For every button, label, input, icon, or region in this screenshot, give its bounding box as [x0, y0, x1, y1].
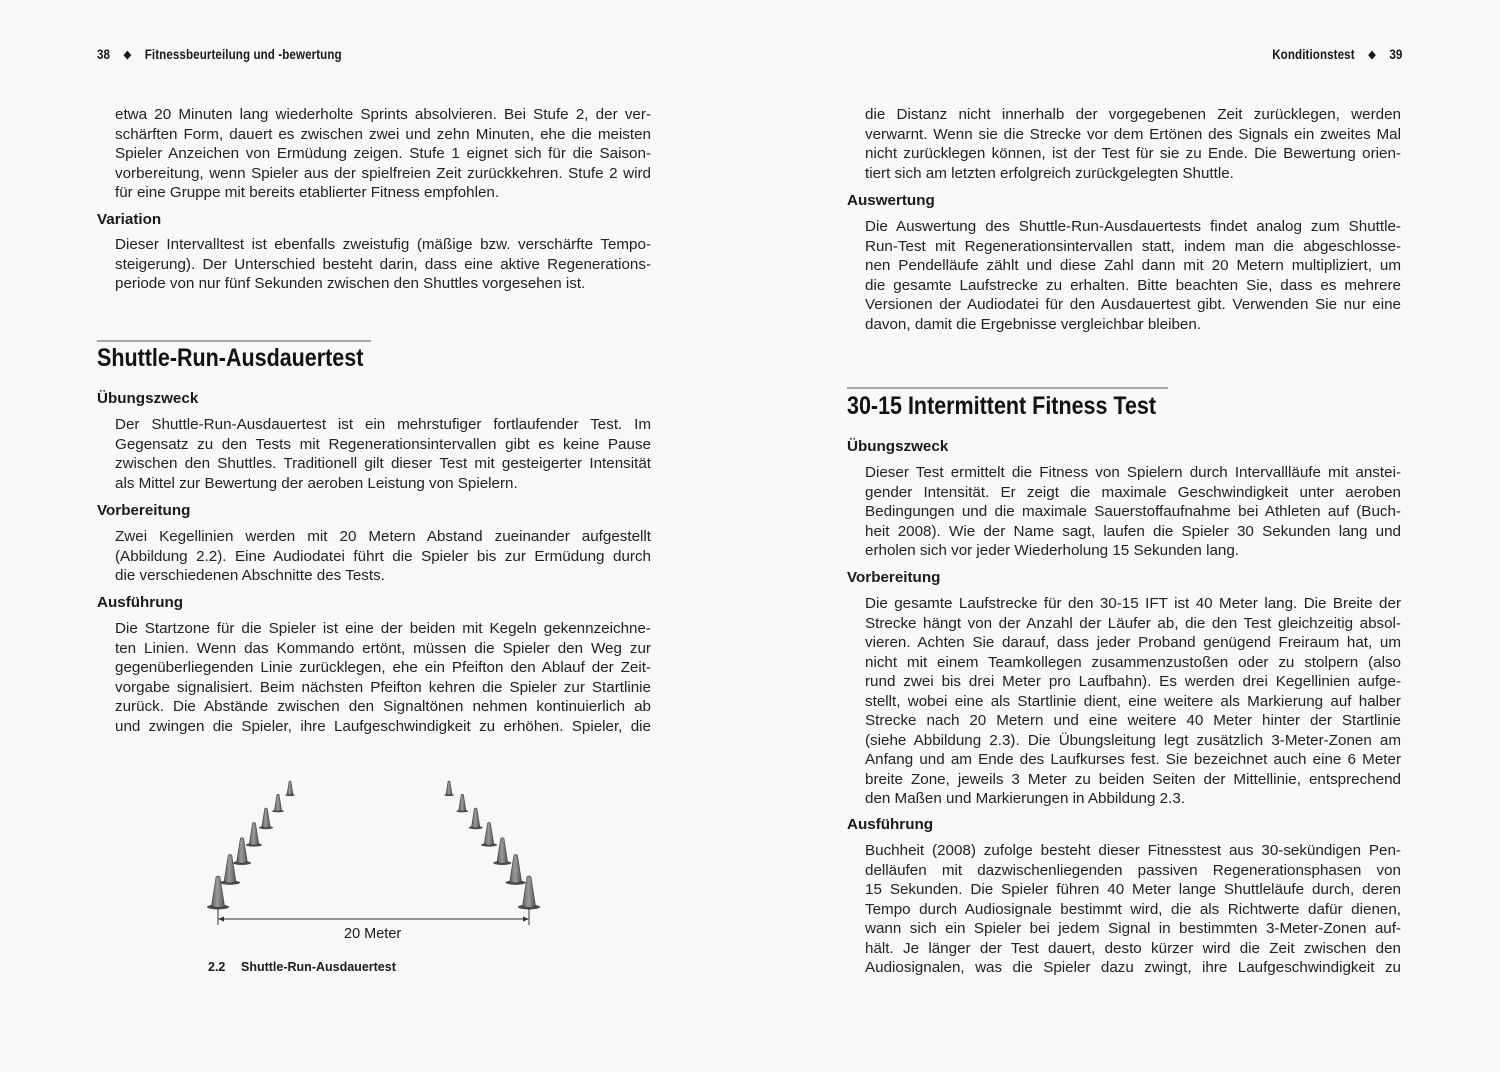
text-line: die Distanz nicht innerhalb der vorgegebenen Zeit zurücklegen, werden [865, 106, 1401, 123]
text-line: (siehe Abbildung 2.3). Die Übungsleitung legt zusätzlich 3-Meter-Zonen am [865, 731, 1401, 749]
shuttle-run-figure [180, 765, 580, 985]
cone-icon [285, 781, 295, 796]
paragraph [97, 415, 651, 493]
section-title: Shuttle-Run-Ausdauertest [97, 344, 364, 372]
arrowhead-left-icon [218, 917, 224, 922]
paragraph [97, 619, 651, 736]
page-number: 39 [1388, 47, 1402, 62]
text-line: schärften Form, dauert es zwischen zwei und zehn Minuten, ehe die meisten [115, 125, 651, 143]
paragraph [847, 594, 1401, 809]
figure-caption [208, 960, 396, 974]
evaluation-block [847, 191, 1401, 334]
paragraph [847, 105, 1401, 183]
cone-icon [259, 808, 273, 829]
running-head-right [1272, 47, 1402, 62]
cone-icon [506, 854, 526, 884]
subhead-execution: Ausführung [97, 594, 184, 611]
text-line: nen Pendelläufe zählt und diese Zahl dann mit 20 Metern multipliziert, um [865, 257, 1401, 274]
text-line: davon, damit die Ergebnisse vergleichbar bleiben. [865, 315, 1202, 333]
page-number: 38 [97, 47, 111, 62]
text-line: Dieser Test ermittelt die Fitness von Spielern durch Intervallläufe mit anstei- [865, 464, 1401, 481]
cone-icon [456, 794, 468, 812]
running-title: Konditionstest [1271, 47, 1355, 62]
text-line: (Abbildung 2.2). Eine Audiodatei führt die Spieler bis zur Ermüdung durch [115, 547, 651, 565]
text-line: steigerung). Der Unterschied besteht darin, dass eine aktive Regenerations- [115, 255, 651, 273]
subhead-preparation: Vorbereitung [847, 569, 941, 586]
section-rule [97, 340, 371, 342]
subhead-evaluation: Auswertung [847, 192, 935, 209]
paragraph [97, 235, 651, 294]
cone-icon [444, 781, 454, 796]
figure-number: 2.2 [208, 960, 226, 974]
text-line: wann sich ein Spieler bei jedem Signal in bestimmten 3-Meter-Zonen auf- [865, 920, 1401, 937]
text-line: vorbereitung, wenn Spieler aus der spielfreien Zeit zurückkehren. Stufe 2 wird [115, 164, 651, 182]
distance-label: 20 Meter [344, 926, 402, 942]
text-line: breite Zone, jeweils 3 Meter zu beiden Seiten der Mittellinie, entsprechend [865, 770, 1401, 788]
section-rule [847, 387, 1168, 389]
cone-icon [493, 838, 511, 865]
text-line: gender Intensität. Er zeigt die maximale Geschwindigkeit unter aeroben [865, 483, 1401, 501]
text-line: Run-Test mit Regenerationsintervallen statt, indem man die abgeschlosse- [865, 237, 1401, 255]
running-head-left [97, 47, 342, 62]
text-line: Tempo durch Audiosignale bestimmt wird, die als Richtwerte dafür dienen, [865, 900, 1401, 918]
figure-caption-text: Shuttle-Run-Ausdauertest [241, 960, 396, 974]
preparation-block [97, 501, 651, 586]
cone-icon [246, 822, 262, 846]
text-line: 15 Sekunden. Die Spieler führen 40 Meter lange Shuttleläufe durch, deren [865, 881, 1401, 898]
text-line: zwischen den Shuttles. Traditionell gilt dieser Test mit gesteigerter Intensität [115, 455, 651, 472]
section-title: 30-15 Intermittent Fitness Test [847, 392, 1157, 420]
text-line: tiert sich am letzten erfolgreich zurückgelegten Shuttle. [865, 164, 1234, 182]
subhead-purpose: Übungszweck [97, 390, 199, 407]
variation-block [97, 210, 651, 294]
running-title: Fitnessbeurteilung und -bewertung [144, 47, 342, 62]
section-shuttle-run [97, 340, 651, 373]
right-page [750, 0, 1500, 1072]
paragraph [97, 105, 651, 203]
cone-line-left [207, 781, 295, 909]
text-line: als Mittel zur Bewertung der aeroben Leistung von Spielern. [115, 474, 518, 492]
text-line: verwarnt. Wenn sie die Strecke vor dem Ertönen des Signals ein zweites Mal [865, 125, 1401, 143]
text-line: und zwingen die Spieler, ihre Laufgeschwindigkeit zu erhöhen. Spieler, die [115, 717, 651, 735]
cone-icon [481, 822, 497, 846]
text-line: hält. Je länger der Test dauert, desto kürzer wird die Zeit zwischen den [865, 939, 1401, 957]
text-line: heit 2008). Wie der Name sagt, laufen die Spieler 30 Sekunden lang und [865, 522, 1401, 540]
cone-icon [272, 794, 284, 812]
text-line: Strecke hängt von der Anzahl der Läufer ab, die den Test gleichzeitig absol- [865, 614, 1401, 632]
paragraph [847, 217, 1401, 334]
cone-icon [469, 808, 483, 829]
text-line: Die Auswertung des Shuttle-Run-Ausdauertests findet analog zum Shuttle- [865, 218, 1401, 235]
continuation-paragraph [97, 105, 651, 203]
paragraph [847, 463, 1401, 561]
diamond-icon: ◆ [1367, 49, 1376, 61]
text-line: gegenüberliegenden Linie zurücklegen, ehe ein Pfeifton den Ablauf der Zeit- [115, 659, 651, 676]
text-line: Die gesamte Laufstrecke für den 30-15 IFT ist 40 Meter lang. Die Breite der [865, 595, 1401, 612]
text-line: für eine Gruppe mit bereits etablierter Fitness empfohlen. [115, 184, 500, 201]
text-line: nicht mit einem Teamkollegen zusammenzustoßen oder zu stolpern (also [865, 653, 1401, 671]
text-line: Gegensatz zu den Tests mit Regenerationsintervallen gibt es keine Pause [115, 435, 651, 453]
text-line: vieren. Achten Sie darauf, dass jeder Proband genügend Freiraum hat, um [865, 634, 1401, 651]
subhead-variation: Variation [97, 211, 162, 228]
execution-block [847, 815, 1401, 978]
text-line: Dieser Intervalltest ist ebenfalls zweistufig (mäßige bzw. verschärfte Tempo- [115, 236, 651, 253]
paragraph [847, 841, 1401, 978]
execution-block [97, 593, 651, 736]
text-line: periode von nur fünf Sekunden zwischen den Shuttles vorgesehen ist. [115, 275, 586, 292]
text-line: Strecke nach 20 Metern und eine weitere 40 Meter hinter der Startlinie [865, 712, 1401, 729]
text-line: Spieler Anzeichen von Ermüdung zeigen. Stufe 1 eignet sich für die Saison- [115, 145, 651, 162]
text-line: Zwei Kegellinien werden mit 20 Metern Abstand zueinander aufgestellt [115, 528, 651, 545]
text-line: Versionen der Audiodatei für den Ausdauertest gibt. Verwenden Sie nur eine [865, 296, 1401, 313]
subhead-preparation: Vorbereitung [97, 502, 191, 519]
text-line: die gesamte Laufstrecke zu erhalten. Bitte beachten Sie, dass es mehrere [865, 276, 1401, 294]
text-line: erholen sich vor jeder Wiederholung 15 Sekunden lang. [865, 542, 1240, 559]
text-line: Bedingungen und die maximale Sauerstoffaufnahme bei Athleten auf (Buch- [865, 503, 1401, 520]
text-line: Die Startzone für die Spieler ist eine der beiden mit Kegeln gekennzeichne- [115, 620, 651, 637]
purpose-block [97, 389, 651, 493]
text-line: Audiosignalen, was die Spieler dazu zwingt, ihre Laufgeschwindigkeit zu [865, 959, 1401, 976]
paragraph [97, 527, 651, 586]
text-line: Anfang und am Ende des Laufkurses fest. Sie bezeichnet auch eine 6 Meter [865, 751, 1401, 768]
arrowhead-right-icon [523, 917, 529, 922]
text-line: rund zwei bis drei Meter pro Laufbahn). Es werden drei Kegellinien aufge- [865, 673, 1401, 690]
section-30-15-ift [847, 387, 1401, 421]
text-line: delläufen mit dazwischenliegenden passiven Regenerationsphasen von [865, 861, 1401, 879]
continuation-paragraph [847, 105, 1401, 183]
cone-icon [233, 838, 251, 865]
subhead-purpose: Übungszweck [847, 438, 949, 455]
cone-line-right [444, 781, 540, 909]
text-line: etwa 20 Minuten lang wiederholte Sprints absolvieren. Bei Stufe 2, der ver- [115, 106, 651, 123]
text-line: den Maßen und Markierungen in Abbildung 2.3. [865, 790, 1185, 807]
text-line: zurück. Die Abstände zwischen den Signaltönen nehmen kontinuierlich ab [115, 698, 651, 715]
text-line: vorgabe signalisiert. Beim nächsten Pfeifton kehren die Spieler zur Startlinie [115, 678, 651, 696]
distance-dimension-line [218, 907, 529, 925]
text-line: nicht zurücklegen können, ist der Test für sie zu Ende. Die Bewertung orien- [865, 145, 1401, 162]
diamond-icon: ◆ [123, 49, 132, 61]
text-line: Der Shuttle-Run-Ausdauertest ist ein mehrstufiger fortlaufender Test. Im [115, 416, 651, 433]
subhead-execution: Ausführung [847, 816, 934, 833]
purpose-block [847, 437, 1401, 561]
preparation-block [847, 568, 1401, 809]
text-line: die verschiedenen Abschnitte des Tests. [115, 567, 385, 584]
text-line: ten Linien. Wenn das Kommando ertönt, müssen die Spieler den Weg zur [115, 639, 651, 657]
text-line: stellt, wobei eine als Startlinie dient, eine weitere als Markierung auf halber [865, 692, 1401, 710]
text-line: Buchheit (2008) zufolge besteht dieser Fitnesstest aus 30-sekündigen Pen- [865, 842, 1401, 859]
